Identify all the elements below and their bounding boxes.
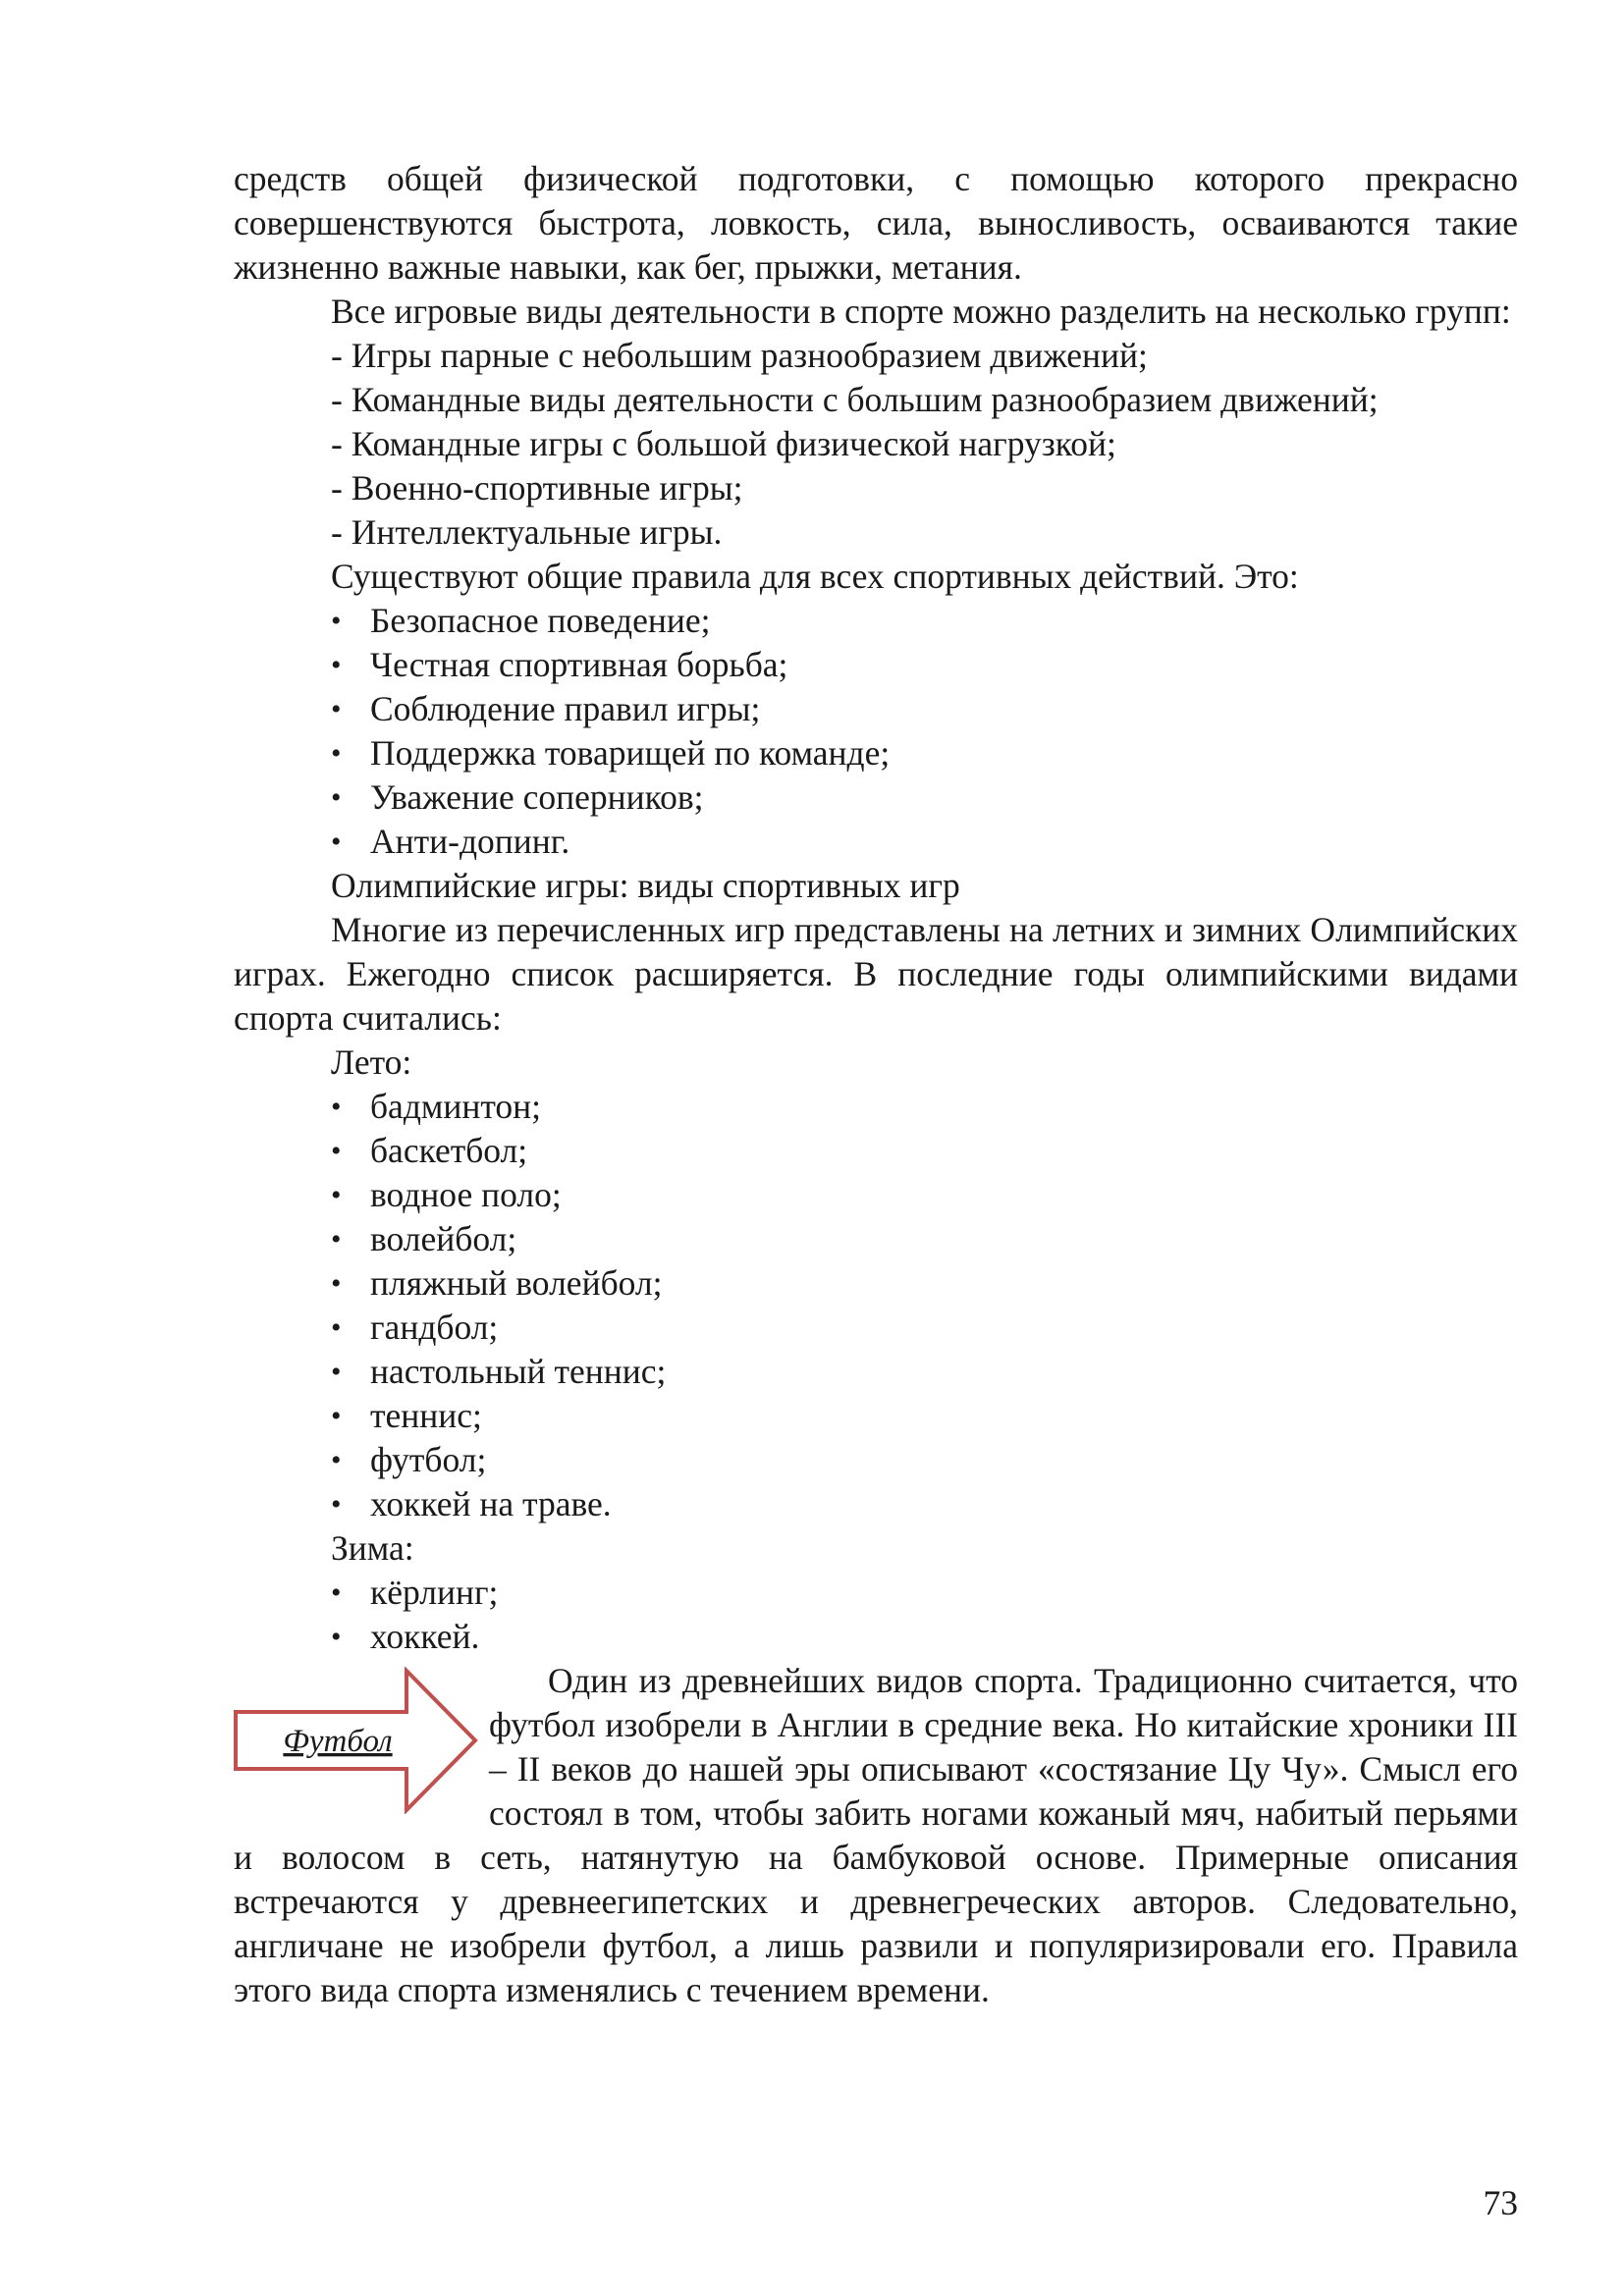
bullet-icon: •	[331, 1400, 342, 1432]
winter-label: Зима:	[331, 1528, 414, 1568]
bullet-icon: •	[331, 1267, 342, 1300]
summer-sport-item: • волейбол;	[234, 1217, 1518, 1261]
summer-sports-list	[234, 1085, 1518, 1526]
bullet-icon: •	[331, 826, 342, 858]
winter-sport-item: • хоккей.	[234, 1615, 1518, 1659]
groups-list	[234, 334, 1518, 555]
bullet-icon: •	[331, 1223, 342, 1255]
rules-list-item: • Поддержка товарищей по команде;	[234, 731, 1518, 775]
summer-sport-item: • хоккей на траве.	[234, 1482, 1518, 1526]
bullet-icon: •	[331, 1488, 342, 1521]
right-arrow-icon	[234, 1667, 479, 1814]
summer-sport-item: • футбол;	[234, 1438, 1518, 1482]
bullet-icon: •	[331, 1311, 342, 1344]
olympic-heading: Олимпийские игры: виды спортивных игр	[331, 866, 960, 905]
rules-list-item: • Безопасное поведение;	[234, 599, 1518, 643]
page-number: 73	[1483, 2183, 1518, 2222]
rules-list-item: • Уважение соперников;	[234, 775, 1518, 820]
groups-list-item: - Командные игры с большой физической нагрузкой;	[331, 424, 1116, 463]
groups-list-item: - Интеллектуальные игры.	[331, 512, 723, 552]
summer-sport-item: • пляжный волейбол;	[234, 1261, 1518, 1306]
bullet-icon: •	[331, 737, 342, 770]
page-content	[234, 157, 1518, 2012]
rules-list-item: • Анти-допинг.	[234, 820, 1518, 864]
bullet-icon: •	[331, 1576, 342, 1609]
bullet-icon: •	[331, 605, 342, 637]
rules-intro-paragraph: Существуют общие правила для всех спортивных действий. Это:	[331, 557, 1299, 596]
arrow-label: Футбол	[283, 1724, 393, 1759]
intro-paragraph: средств общей физической подготовки, с помощью которого прекрасно совершенствуются быстрота, ловкость, сила, выносливость, осваиваются такие жизненно важные навыки, как бег, прыжки, метания.	[234, 159, 1518, 287]
summer-sport-item: • настольный теннис;	[234, 1350, 1518, 1394]
rules-list	[234, 599, 1518, 864]
summer-sport-item: • водное поло;	[234, 1173, 1518, 1217]
bullet-icon: •	[331, 1135, 342, 1167]
winter-sports-list	[234, 1571, 1518, 1659]
bullet-icon: •	[331, 1179, 342, 1211]
summer-sport-item: • бадминтон;	[234, 1085, 1518, 1129]
winter-sport-item: • кёрлинг;	[234, 1571, 1518, 1615]
bullet-icon: •	[331, 1356, 342, 1388]
olympic-paragraph: Многие из перечисленных игр представлены на летних и зимних Олимпийских играх. Ежегодно список расширяется. В последние годы олимпийскими видами спорта считались:	[234, 910, 1518, 1038]
bullet-icon: •	[331, 1621, 342, 1653]
bullet-icon: •	[331, 649, 342, 681]
bullet-icon: •	[331, 1091, 342, 1123]
groups-list-item: - Игры парные с небольшим разнообразием движений;	[331, 336, 1148, 375]
summer-label: Лето:	[331, 1042, 412, 1082]
groups-list-item: - Командные виды деятельности с большим разнообразием движений;	[331, 380, 1379, 419]
bullet-icon: •	[331, 1444, 342, 1476]
football-paragraph: Один из древнейших видов спорта. Традиционно считается, что футбол изобрели в Англии в средние века. Но китайские хроники III – II веков до нашей эры описывают «состязание Цу Чу». Смысл его состоял в том, чтобы забить ногами кожаный мяч, набитый перьями и волосом в сеть, натянутую на бамбуковой основе. Примерные описания встречаются у древнеегипетских и древнегреческих авторов. Следовательно, англичане не изобрели футбол, а лишь развили и популяризировали его. Правила этого вида спорта изменялись с течением времени.	[234, 1661, 1518, 2009]
summer-sport-item: • гандбол;	[234, 1306, 1518, 1350]
summer-sport-item: • баскетбол;	[234, 1129, 1518, 1173]
rules-list-item: • Честная спортивная борьба;	[234, 643, 1518, 687]
bullet-icon: •	[331, 781, 342, 814]
rules-list-item: • Соблюдение правил игры;	[234, 687, 1518, 731]
groups-intro-paragraph: Все игровые виды деятельности в спорте можно разделить на несколько групп:	[331, 292, 1511, 331]
summer-sport-item: • теннис;	[234, 1394, 1518, 1438]
football-section	[234, 1659, 1518, 2012]
groups-list-item: - Военно-спортивные игры;	[331, 468, 743, 507]
football-arrow-callout	[234, 1667, 479, 1814]
bullet-icon: •	[331, 693, 342, 725]
